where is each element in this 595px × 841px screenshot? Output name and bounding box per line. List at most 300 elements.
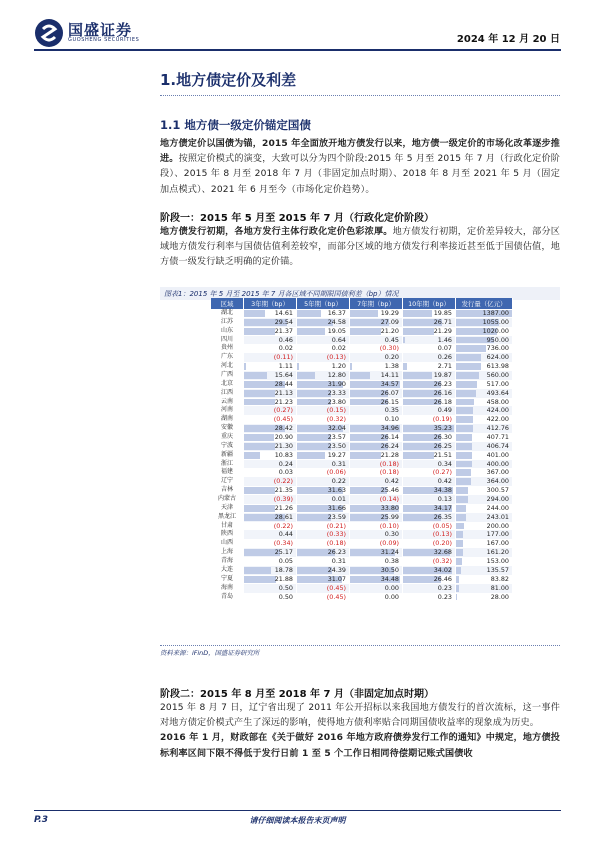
region-cell: 江苏 (211, 318, 244, 327)
region-cell: 贵州 (211, 344, 244, 353)
cell-value: (0.22) (273, 477, 293, 486)
region-cell: 北京 (211, 380, 244, 389)
cell-value: 458.00 (486, 397, 509, 406)
cell-value: 19.29 (380, 309, 399, 317)
spread-bar (244, 390, 275, 397)
volume-cell (456, 566, 513, 575)
spread-cell (244, 318, 297, 327)
volume-cell (456, 451, 513, 460)
figure-source: 资料来源：iFinD，国盛证券研究所 (160, 649, 260, 657)
spread-cell (244, 504, 297, 513)
cell-value: 23.50 (327, 441, 346, 450)
spread-cell (297, 442, 350, 451)
spread-bar (244, 452, 260, 459)
cell-value: 0.42 (437, 477, 452, 486)
cell-value: 422.00 (486, 415, 509, 424)
spread-cell (244, 424, 297, 433)
cell-value: 26.25 (433, 441, 452, 450)
table-row (211, 336, 513, 345)
table-row (211, 344, 513, 353)
cell-value: 0.01 (331, 495, 346, 504)
spread-cell (297, 575, 350, 584)
spread-cell (403, 477, 456, 486)
cell-value: 1020.00 (482, 326, 509, 335)
volume-cell (456, 468, 513, 477)
cell-value: 21.28 (380, 450, 399, 459)
stage2-bold: 2016 年 1 月，财政部在《关于做好 2016 年地方政府债券发行工作的通知》中规定，地方债投标利率区间下限不得低于发行日前 1 至 5 个工作日相同待偿期记账式国债收 (160, 733, 560, 759)
volume-bar (456, 576, 459, 583)
table-row (211, 309, 513, 318)
volume-bar (456, 487, 468, 494)
spread-cell (244, 353, 297, 362)
spread-bar (244, 363, 246, 370)
cell-value: 624.00 (486, 353, 509, 362)
table-row (211, 530, 513, 539)
cell-value: (0.21) (326, 521, 346, 530)
volume-cell (456, 309, 513, 318)
spread-bar (244, 399, 275, 406)
cell-value: 34.48 (380, 574, 399, 583)
cell-value: 0.03 (278, 468, 293, 477)
cell-value: 412.76 (486, 424, 509, 433)
cell-value: 31.90 (327, 379, 346, 388)
volume-bar (456, 390, 476, 397)
cell-value: 20.90 (274, 433, 293, 442)
table-row (211, 424, 513, 433)
cell-value: 950.00 (486, 335, 509, 344)
table-row (211, 353, 513, 362)
volume-cell (456, 486, 513, 495)
cell-value: 736.00 (486, 344, 509, 353)
cell-value: 0.02 (278, 344, 293, 353)
volume-bar (456, 372, 479, 379)
cell-value: 19.05 (327, 326, 346, 335)
table-row (211, 371, 513, 380)
cell-value: (0.32) (432, 557, 452, 566)
volume-cell (456, 584, 513, 593)
spread-cell (297, 318, 350, 327)
spread-bar (350, 363, 352, 370)
cell-value: 26.24 (380, 441, 399, 450)
stage2-title: 阶段二：2015 年 8 月至 2018 年 7 月（非固定加点时期） (160, 689, 434, 700)
volume-cell (456, 530, 513, 539)
spread-cell (403, 539, 456, 548)
table-row (211, 548, 513, 557)
cell-value: 23.33 (327, 388, 346, 397)
cell-value: 0.45 (384, 335, 399, 344)
column-header: 3年期（bp） (244, 298, 297, 309)
cell-value: 0.42 (384, 477, 399, 486)
cell-value: (0.18) (379, 459, 399, 468)
cell-value: 517.00 (486, 379, 509, 388)
cell-value: (0.22) (273, 521, 293, 530)
cell-value: 25.46 (380, 486, 399, 495)
spread-cell (403, 548, 456, 557)
cell-value: 161.20 (486, 548, 509, 557)
spread-cell (244, 451, 297, 460)
cell-value: 18.78 (274, 565, 293, 574)
cell-value: 29.54 (274, 317, 293, 326)
cell-value: 31.24 (380, 548, 399, 557)
spread-bar (244, 310, 265, 317)
spread-cell (350, 495, 403, 504)
volume-cell (456, 371, 513, 380)
region-cell: 陕西 (211, 530, 244, 539)
spread-cell (297, 504, 350, 513)
cell-value: 177.00 (486, 530, 509, 539)
cell-value: (0.20) (432, 539, 452, 548)
cell-value: (0.45) (326, 592, 346, 601)
volume-bar (456, 425, 473, 432)
column-header: 10年期（bp） (403, 298, 456, 309)
volume-bar (456, 461, 472, 468)
spread-cell (403, 530, 456, 539)
spread-cell (350, 344, 403, 353)
cell-value: 1.20 (331, 362, 346, 371)
volume-cell (456, 442, 513, 451)
spread-cell (403, 504, 456, 513)
cell-value: 200.00 (486, 521, 509, 530)
volume-cell (456, 539, 513, 548)
cell-value: 26.71 (433, 317, 452, 326)
spread-cell (297, 557, 350, 566)
volume-cell (456, 327, 513, 336)
region-cell: 宁夏 (211, 575, 244, 584)
table-row (211, 513, 513, 522)
region-cell: 山西 (211, 539, 244, 548)
region-cell: 内蒙古 (211, 495, 244, 504)
spread-cell (350, 575, 403, 584)
spread-cell (350, 406, 403, 415)
volume-bar (456, 567, 461, 574)
spread-cell (403, 415, 456, 424)
spread-cell (244, 495, 297, 504)
cell-value: 167.00 (486, 539, 509, 548)
spread-cell (403, 451, 456, 460)
volume-cell (456, 318, 513, 327)
table-row (211, 539, 513, 548)
region-cell: 河南 (211, 406, 244, 415)
volume-bar (456, 363, 481, 370)
cell-value: (0.09) (379, 539, 399, 548)
table-row (211, 477, 513, 486)
cell-value: 14.11 (380, 371, 399, 380)
cell-value: 81.00 (490, 583, 509, 592)
cell-value: 34.02 (433, 565, 452, 574)
section-title: 1.地方债定价及利差 (160, 71, 297, 89)
spread-cell (297, 593, 350, 602)
cell-value: (0.13) (326, 353, 346, 362)
cell-value: 83.82 (490, 574, 509, 583)
spread-cell (403, 327, 456, 336)
cell-value: (0.05) (432, 521, 452, 530)
volume-bar (456, 469, 471, 476)
cell-value: 28.61 (274, 512, 293, 521)
spread-bar (350, 310, 378, 317)
spread-cell (403, 593, 456, 602)
spread-bar (244, 434, 274, 441)
region-cell: 浙江 (211, 460, 244, 469)
cell-value: 26.23 (327, 548, 346, 557)
spread-bar (244, 576, 276, 583)
cell-value: 26.16 (433, 388, 452, 397)
cell-value: (0.15) (326, 406, 346, 415)
spread-cell (403, 406, 456, 415)
cell-value: 33.80 (380, 503, 399, 512)
spread-bar (244, 328, 275, 335)
spread-bar (297, 567, 332, 574)
cell-value: 26.14 (380, 433, 399, 442)
cell-value: 24.58 (327, 317, 346, 326)
table-row (211, 433, 513, 442)
volume-bar (456, 452, 472, 459)
volume-cell (456, 593, 513, 602)
stage1-title: 阶段一：2015 年 5 月至 2015 年 7 月（行政化定价阶段） (160, 213, 434, 224)
cell-value: 14.61 (274, 309, 293, 317)
spread-cell (297, 468, 350, 477)
table-row (211, 318, 513, 327)
spread-bar (297, 452, 325, 459)
volume-bar (456, 434, 472, 441)
cell-value: (0.18) (326, 539, 346, 548)
volume-cell (456, 353, 513, 362)
spread-cell (244, 389, 297, 398)
cell-value: 0.31 (331, 459, 346, 468)
cell-value: 31.66 (327, 503, 346, 512)
region-cell: 湖北 (211, 309, 244, 318)
volume-bar (456, 514, 466, 521)
cell-value: 0.02 (331, 344, 346, 353)
cell-value: 28.44 (274, 379, 293, 388)
region-cell: 大连 (211, 566, 244, 575)
cell-value: 1387.00 (482, 309, 509, 317)
cell-value: 400.00 (486, 459, 509, 468)
table-header-row (211, 298, 513, 309)
spread-cell (244, 309, 297, 318)
cell-value: 367.00 (486, 468, 509, 477)
region-cell: 天津 (211, 504, 244, 513)
table-row (211, 504, 513, 513)
cell-value: 0.05 (278, 557, 293, 566)
spread-cell (244, 344, 297, 353)
cell-value: 24.39 (327, 565, 346, 574)
spread-bar (244, 567, 271, 574)
cell-value: 0.07 (437, 344, 452, 353)
spread-cell (244, 468, 297, 477)
footer-disclaimer: 请仔细阅读本报告末页声明 (249, 816, 346, 825)
cell-value: 300.57 (486, 486, 509, 495)
spread-cell (244, 371, 297, 380)
cell-value: 294.00 (486, 495, 509, 504)
spread-cell (244, 530, 297, 539)
spread-bar (297, 399, 331, 406)
volume-cell (456, 362, 513, 371)
cell-value: 21.35 (274, 486, 293, 495)
volume-bar (456, 407, 473, 414)
cell-value: 0.00 (384, 592, 399, 601)
cell-value: 21.26 (274, 503, 293, 512)
cell-value: 401.00 (486, 450, 509, 459)
region-cell: 新疆 (211, 451, 244, 460)
table-row (211, 398, 513, 407)
spread-cell (244, 548, 297, 557)
table-row (211, 406, 513, 415)
spread-cell (350, 557, 403, 566)
cell-value: (0.27) (432, 468, 452, 477)
table-row (211, 566, 513, 575)
brand-name-en: GUOSHENG SECURITIES (68, 37, 140, 43)
intro-text: 按照定价模式的演变，大致可以分为四个阶段:2015 年 5 月至 2015 年 7 月（行政化定价阶段）、2015 年 8 月至 2018 年 7 月（非固定加点时期）、2018 年 8 月至 2021 年 5 月（固定加点模式）、2021 年 6 月至今（市场化定价趋势）。 (160, 154, 561, 195)
table-row (211, 451, 513, 460)
region-cell: 云南 (211, 398, 244, 407)
cell-value: 0.13 (437, 495, 452, 504)
cell-value: 26.07 (380, 388, 399, 397)
volume-cell (456, 495, 513, 504)
cell-value: 0.23 (437, 583, 452, 592)
volume-bar (456, 381, 477, 388)
cell-value: 1055.00 (482, 317, 509, 326)
cell-value: 0.64 (331, 335, 346, 344)
cell-value: 26.35 (433, 512, 452, 521)
volume-cell (456, 389, 513, 398)
figure-caption: 图表1：2015 年 5 月至 2015 年 7 月各区域不同期限国债利差（bp）情况 (164, 290, 399, 298)
cell-value: 34.38 (433, 486, 452, 495)
spread-cell (244, 486, 297, 495)
spread-bar (403, 337, 405, 344)
spread-bar (403, 363, 407, 370)
cell-value: (0.11) (273, 353, 293, 362)
volume-bar (456, 505, 466, 512)
volume-cell (456, 477, 513, 486)
cell-value: 21.29 (433, 326, 452, 335)
region-cell: 黑龙江 (211, 513, 244, 522)
region-cell: 宁波 (211, 442, 244, 451)
cell-value: 19.27 (327, 450, 346, 459)
intro-bold: 地方债定价以国债为锚，2015 年全面放开地方债发行以来，地方债一级定价的市场化改革逐步推进。 (160, 139, 560, 165)
volume-cell (456, 575, 513, 584)
table-row (211, 460, 513, 469)
spread-cell (244, 415, 297, 424)
spread-cell (244, 406, 297, 415)
volume-bar (456, 523, 464, 530)
spread-cell (297, 380, 350, 389)
cell-value: (0.10) (379, 521, 399, 530)
volume-bar (456, 416, 473, 423)
cell-value: 243.01 (486, 512, 509, 521)
volume-cell (456, 557, 513, 566)
cell-value: 23.80 (327, 397, 346, 406)
cell-value: 30.50 (380, 565, 399, 574)
spread-bar (244, 372, 267, 379)
table-row (211, 468, 513, 477)
column-header: 5年期（bp） (297, 298, 350, 309)
spread-bar (297, 372, 315, 379)
cell-value: 26.15 (380, 397, 399, 406)
column-header: 区域 (211, 298, 244, 309)
spread-bar (297, 328, 325, 335)
region-cell: 海南 (211, 584, 244, 593)
brand-name: 国盛证券 (68, 21, 133, 39)
spread-cell (403, 575, 456, 584)
spread-cell (350, 327, 403, 336)
spread-cell (297, 530, 350, 539)
spread-bar (297, 514, 331, 521)
cell-value: 0.22 (331, 477, 346, 486)
spread-cell (244, 327, 297, 336)
stage1-paragraph (160, 225, 560, 271)
column-header: 发行量（亿元） (456, 298, 513, 309)
cell-value: 25.99 (380, 512, 399, 521)
table-row (211, 584, 513, 593)
spread-cell (297, 353, 350, 362)
spread-bar (297, 363, 299, 370)
region-cell: 河北 (211, 362, 244, 371)
spread-cell (350, 477, 403, 486)
table-row (211, 495, 513, 504)
spread-cell (244, 557, 297, 566)
spread-table (211, 298, 513, 601)
cell-value: (0.19) (432, 415, 452, 424)
volume-bar (456, 478, 471, 485)
spread-cell (350, 513, 403, 522)
volume-bar (456, 594, 457, 601)
spread-cell (297, 406, 350, 415)
cell-value: (0.33) (326, 530, 346, 539)
spread-cell (350, 584, 403, 593)
table-row (211, 327, 513, 336)
region-cell: 山东 (211, 327, 244, 336)
spread-cell (244, 380, 297, 389)
cell-value: 34.17 (433, 503, 452, 512)
cell-value: (0.39) (273, 495, 293, 504)
spread-cell (350, 389, 403, 398)
spread-bar (350, 328, 381, 335)
cell-value: 21.13 (274, 388, 293, 397)
table-row (211, 522, 513, 531)
volume-bar (456, 354, 481, 361)
spread-cell (297, 389, 350, 398)
cell-value: 23.59 (327, 512, 346, 521)
region-cell: 湖南 (211, 415, 244, 424)
spread-cell (350, 530, 403, 539)
table-row (211, 442, 513, 451)
company-logo (34, 18, 64, 48)
spread-cell (297, 424, 350, 433)
cell-value: (0.18) (379, 468, 399, 477)
cell-value: 21.23 (274, 397, 293, 406)
spread-bar (244, 443, 275, 450)
region-cell: 江西 (211, 389, 244, 398)
spread-cell (403, 353, 456, 362)
spread-cell (297, 362, 350, 371)
cell-value: 31.63 (327, 486, 346, 495)
cell-value: 19.85 (433, 309, 452, 317)
cell-value: 23.57 (327, 433, 346, 442)
cell-value: 493.64 (486, 388, 509, 397)
cell-value: 0.34 (437, 459, 452, 468)
spread-cell (403, 389, 456, 398)
cell-value: 35.23 (433, 424, 452, 433)
cell-value: 28.00 (490, 592, 509, 601)
cell-value: 34.96 (380, 424, 399, 433)
region-cell: 青海 (211, 557, 244, 566)
cell-value: 0.00 (384, 583, 399, 592)
region-cell: 重庆 (211, 433, 244, 442)
cell-value: 21.51 (433, 450, 452, 459)
spread-cell (350, 451, 403, 460)
volume-cell (456, 344, 513, 353)
region-cell: 广东 (211, 353, 244, 362)
